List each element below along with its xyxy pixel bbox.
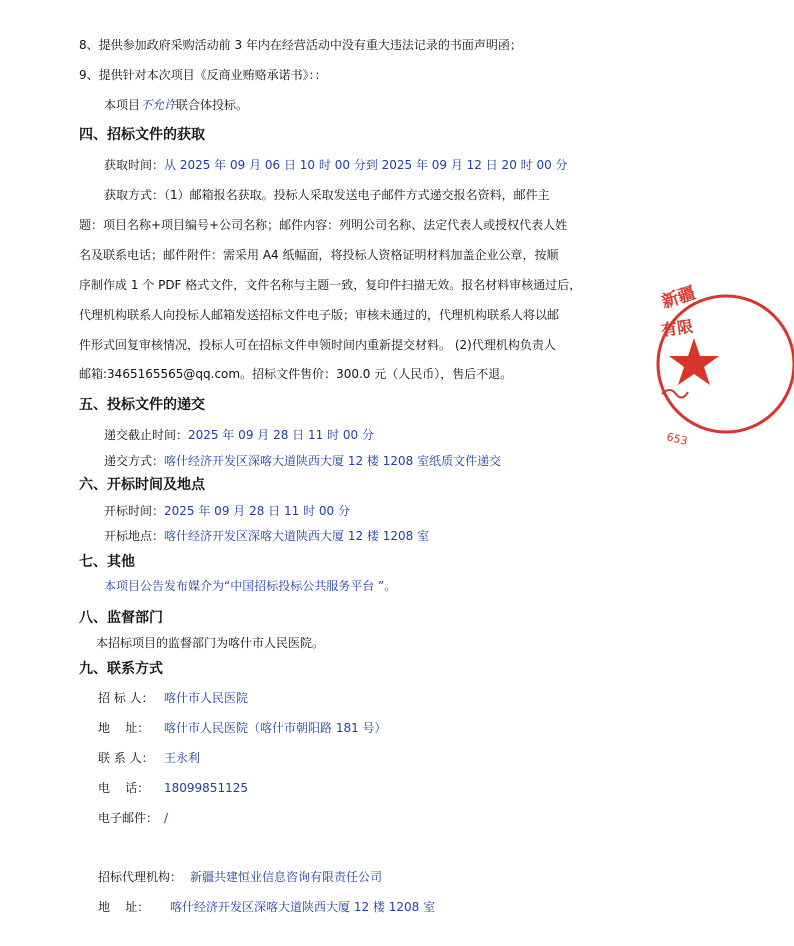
opening-time bbox=[104, 503, 350, 519]
publication-media: 本项目公告发布媒介为“中国招标投标公共服务平台 ”。 bbox=[104, 579, 397, 593]
seal-star-icon bbox=[669, 338, 719, 385]
section-7-heading: 七、其他 bbox=[79, 554, 135, 570]
acquire-method-line: 件形式回复审核情况，投标人可在招标文件申领时间内重新提交材料。 (2)代理机构负责人 bbox=[79, 338, 556, 352]
opening-place bbox=[104, 528, 429, 544]
tenderer-label: 招 标 人： bbox=[98, 691, 154, 705]
agency-label: 招标代理机构： bbox=[98, 870, 183, 884]
acquire-time-label: 获取时间： bbox=[104, 158, 165, 172]
agency-address-value: 喀什经济开发区深喀大道陕西大厦 12 楼 1208 室 bbox=[170, 900, 436, 914]
section-4-heading: 四、招标文件的获取 bbox=[79, 127, 205, 143]
section-6-heading: 六、开标时间及地点 bbox=[79, 477, 205, 493]
seal-ring bbox=[658, 296, 794, 432]
requirement-8: 8、提供参加政府采购活动前 3 年内在经营活动中没有重大违法记录的书面声明函； bbox=[79, 38, 522, 52]
contact-person-row bbox=[98, 750, 200, 766]
requirement-9: 9、提供针对本次项目《反商业贿赂承诺书》：： bbox=[79, 68, 327, 82]
phone-value: 18099851125 bbox=[164, 781, 248, 795]
acquire-method-line: 邮箱:3465165565@qq.com。招标文件售价：300.0 元（人民币），售后不退。 bbox=[79, 367, 513, 381]
tenderer-row bbox=[98, 690, 248, 706]
submit-deadline-label: 递交截止时间： bbox=[104, 428, 189, 442]
seal-number: 653 bbox=[665, 430, 689, 448]
tenderer-value: 喀什市人民医院 bbox=[164, 691, 249, 705]
submit-method-value: 喀什经济开发区深喀大道陕西大厦 12 楼 1208 室纸质文件递交 bbox=[164, 454, 502, 468]
contact-person-label: 联 系 人： bbox=[98, 751, 154, 765]
supervisor-dept: 本招标项目的监督部门为喀什市人民医院。 bbox=[96, 636, 325, 650]
acquire-method-line: 获取方式：（1）邮箱报名获取。投标人采取发送电子邮件方式递交报名资料，邮件主 bbox=[104, 188, 550, 202]
phone-row bbox=[98, 780, 248, 796]
agency-address-label: 地 址： bbox=[98, 900, 150, 914]
submit-deadline bbox=[104, 427, 374, 443]
email-value: / bbox=[164, 811, 169, 825]
acquire-time-value: 从 2025 年 09 月 06 日 10 时 00 分到 2025 年 09 月 12 日 20 时 00 分 bbox=[164, 158, 568, 172]
acquire-method-line: 题：项目名称+项目编号+公司名称；邮件内容：列明公司名称、法定代表人或授权代表人姓 bbox=[79, 218, 568, 232]
acquire-time bbox=[104, 157, 568, 173]
submit-deadline-value: 2025 年 09 月 28 日 11 时 00 分 bbox=[188, 428, 374, 442]
agency-row bbox=[98, 869, 382, 885]
seal-text-mid: 有限 bbox=[659, 316, 695, 340]
section-5-heading: 五、投标文件的递交 bbox=[79, 397, 205, 413]
acquire-method-line: 序制作成 1 个 PDF 格式文件，文件名称与主题一致，复印件扫描无效。报名材料审核通过后， bbox=[79, 278, 582, 292]
agency-value: 新疆共建恒业信息咨询有限责任公司 bbox=[190, 870, 383, 884]
opening-time-value: 2025 年 09 月 28 日 11 时 00 分 bbox=[164, 504, 350, 518]
submit-method bbox=[104, 453, 501, 469]
section-9-heading: 九、联系方式 bbox=[79, 661, 163, 677]
consortium-prefix: 本项目 bbox=[104, 98, 141, 112]
consortium-suffix: 联合体投标。 bbox=[176, 98, 249, 112]
consortium-value: 不允许 bbox=[140, 98, 177, 112]
contact-person-value: 王永利 bbox=[164, 751, 201, 765]
tenderer-address-row bbox=[98, 720, 387, 736]
opening-place-label: 开标地点： bbox=[104, 529, 165, 543]
tenderer-address-value: 喀什市人民医院（喀什市朝阳路 181 号） bbox=[164, 721, 387, 735]
acquire-method-line: 名及联系电话；邮件附件：需采用 A4 纸幅面，将投标人资格证明材料加盖企业公章，按顺 bbox=[79, 248, 559, 262]
company-seal-stamp bbox=[654, 276, 794, 456]
tenderer-address-label: 地 址： bbox=[98, 721, 150, 735]
opening-time-label: 开标时间： bbox=[104, 504, 165, 518]
consortium-note bbox=[104, 97, 248, 113]
email-row bbox=[98, 810, 168, 826]
opening-place-value: 喀什经济开发区深喀大道陕西大厦 12 楼 1208 室 bbox=[164, 529, 430, 543]
email-label: 电子邮件： bbox=[98, 811, 159, 825]
submit-method-label: 递交方式： bbox=[104, 454, 165, 468]
seal-text-top: 新疆 bbox=[659, 283, 698, 313]
section-8-heading: 八、监督部门 bbox=[79, 610, 163, 626]
agency-address-row bbox=[98, 899, 435, 915]
phone-label: 电 话： bbox=[98, 781, 150, 795]
acquire-method-line: 代理机构联系人向投标人邮箱发送招标文件电子版；审核未通过的，代理机构联系人将以邮 bbox=[79, 308, 560, 322]
